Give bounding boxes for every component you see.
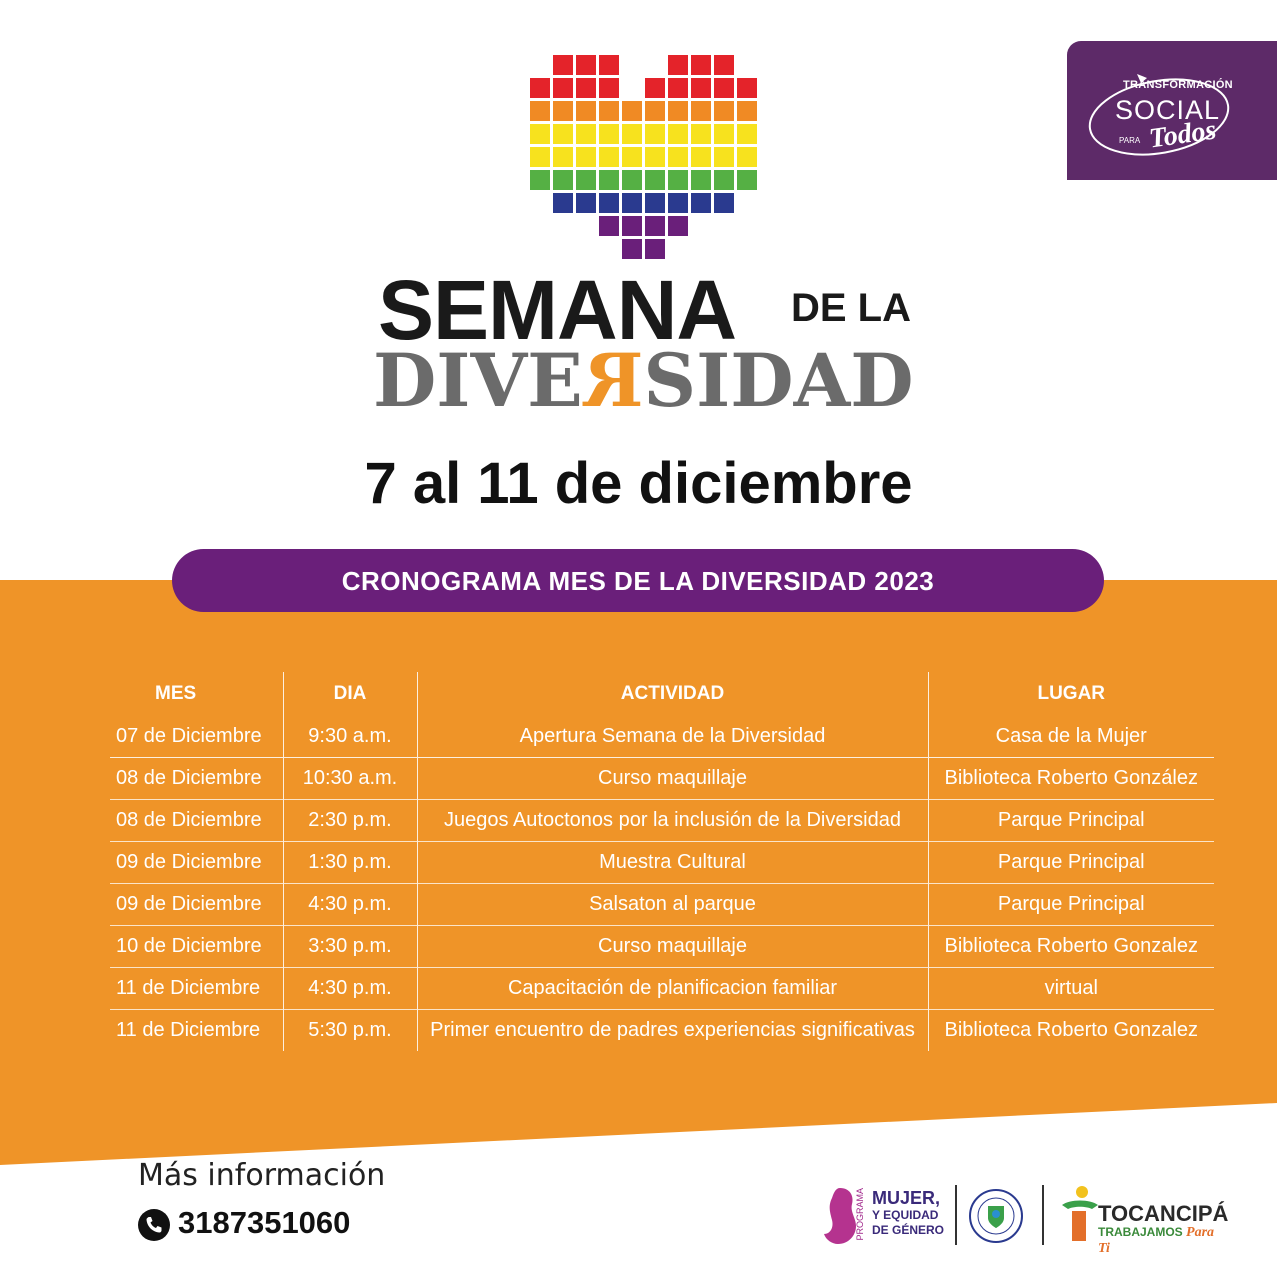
badge-main-text: SOCIAL xyxy=(1115,95,1221,125)
cell-dia: 1:30 p.m. xyxy=(283,842,417,884)
logo-divider xyxy=(1042,1185,1044,1245)
cell-lugar: Casa de la Mujer xyxy=(928,716,1214,758)
cell-mes: 08 de Diciembre xyxy=(110,800,283,842)
cell-mes: 11 de Diciembre xyxy=(110,1010,283,1052)
cell-mes: 11 de Diciembre xyxy=(110,968,283,1010)
mujer-programa-text: PROGRAMA xyxy=(855,1188,865,1241)
cell-dia: 5:30 p.m. xyxy=(283,1010,417,1052)
badge-para-text: PARA xyxy=(1119,136,1141,145)
municipal-seal-icon xyxy=(966,1188,1026,1244)
table-header-row xyxy=(110,672,1214,716)
cell-actividad: Curso maquillaje xyxy=(417,926,928,968)
table-row xyxy=(110,716,1214,758)
column-header-actividad: ACTIVIDAD xyxy=(417,672,928,716)
phone-icon xyxy=(138,1209,170,1241)
mujer-title-text: MUJER, xyxy=(872,1188,941,1208)
cell-actividad: Curso maquillaje xyxy=(417,758,928,800)
cell-mes: 08 de Diciembre xyxy=(110,758,283,800)
cell-dia: 3:30 p.m. xyxy=(283,926,417,968)
column-header-lugar: LUGAR xyxy=(928,672,1214,716)
cell-lugar: Biblioteca Roberto Gonzalez xyxy=(928,1010,1214,1052)
tocancipa-tag-a: TRABAJAMOS xyxy=(1098,1225,1183,1239)
table-row xyxy=(110,884,1214,926)
programa-mujer-logo xyxy=(822,1186,952,1246)
cell-actividad: Primer encuentro de padres experiencias significativas xyxy=(417,1010,928,1052)
cell-actividad: Capacitación de planificacion familiar xyxy=(417,968,928,1010)
cell-lugar: Parque Principal xyxy=(928,842,1214,884)
cell-lugar: virtual xyxy=(928,968,1214,1010)
title-de-la: DE LA xyxy=(791,286,911,330)
table-row xyxy=(110,1010,1214,1052)
tocancipa-figure-icon xyxy=(1058,1185,1100,1247)
tocancipa-tag-b: Para Ti xyxy=(1098,1225,1215,1256)
event-dates: 7 al 11 de diciembre xyxy=(364,451,913,516)
column-header-mes: MES xyxy=(155,683,197,704)
title-div-part-b: SIDAD xyxy=(643,338,914,424)
badge-todos-text: Todos xyxy=(1147,114,1219,155)
schedule-heading: CRONOGRAMA MES DE LA DIVERSIDAD 2023 xyxy=(341,566,935,596)
phone-number[interactable]: 3187351060 xyxy=(178,1205,351,1240)
cell-mes: 09 de Diciembre xyxy=(110,884,283,926)
cell-lugar: Parque Principal xyxy=(928,884,1214,926)
tocancipa-name: TOCANCIPÁ xyxy=(1098,1201,1229,1226)
cell-actividad: Muestra Cultural xyxy=(417,842,928,884)
cell-dia: 2:30 p.m. xyxy=(283,800,417,842)
logo-divider xyxy=(955,1185,957,1245)
schedule-table xyxy=(110,672,1214,1051)
more-info-label: Más información xyxy=(138,1158,386,1193)
table-row xyxy=(110,758,1214,800)
cell-lugar: Biblioteca Roberto Gonzalez xyxy=(928,926,1214,968)
schedule-heading-pill xyxy=(172,549,1104,612)
table-row xyxy=(110,842,1214,884)
cell-mes: 09 de Diciembre xyxy=(110,842,283,884)
cell-dia: 10:30 a.m. xyxy=(283,758,417,800)
badge-top-text: TRANSFORMACIÓN xyxy=(1123,79,1233,91)
title-div-part-a: DIVE xyxy=(373,338,583,424)
mujer-equidad-text: Y EQUIDAD xyxy=(872,1208,939,1222)
mujer-genero-text: DE GÉNERO xyxy=(872,1223,945,1237)
title-semana: SEMANA xyxy=(378,263,737,357)
cell-dia: 4:30 p.m. xyxy=(283,884,417,926)
cell-dia: 4:30 p.m. xyxy=(283,968,417,1010)
title-div-flipped-r: R xyxy=(582,338,644,424)
table-row xyxy=(110,926,1214,968)
tocancipa-logo xyxy=(1058,1185,1229,1256)
column-header-dia: DIA xyxy=(283,672,417,716)
table-row xyxy=(110,968,1214,1010)
table-row xyxy=(110,800,1214,842)
cell-mes: 10 de Diciembre xyxy=(110,926,283,968)
cell-mes: 07 de Diciembre xyxy=(116,725,262,747)
tocancipa-tagline xyxy=(1098,1225,1228,1257)
cell-actividad: Juegos Autoctonos por la inclusión de la Diversidad xyxy=(417,800,928,842)
cell-lugar: Parque Principal xyxy=(928,800,1214,842)
cell-actividad: Apertura Semana de la Diversidad xyxy=(417,716,928,758)
cell-actividad: Salsaton al parque xyxy=(417,884,928,926)
cell-dia: 9:30 a.m. xyxy=(283,716,417,758)
cell-lugar: Biblioteca Roberto González xyxy=(928,758,1214,800)
